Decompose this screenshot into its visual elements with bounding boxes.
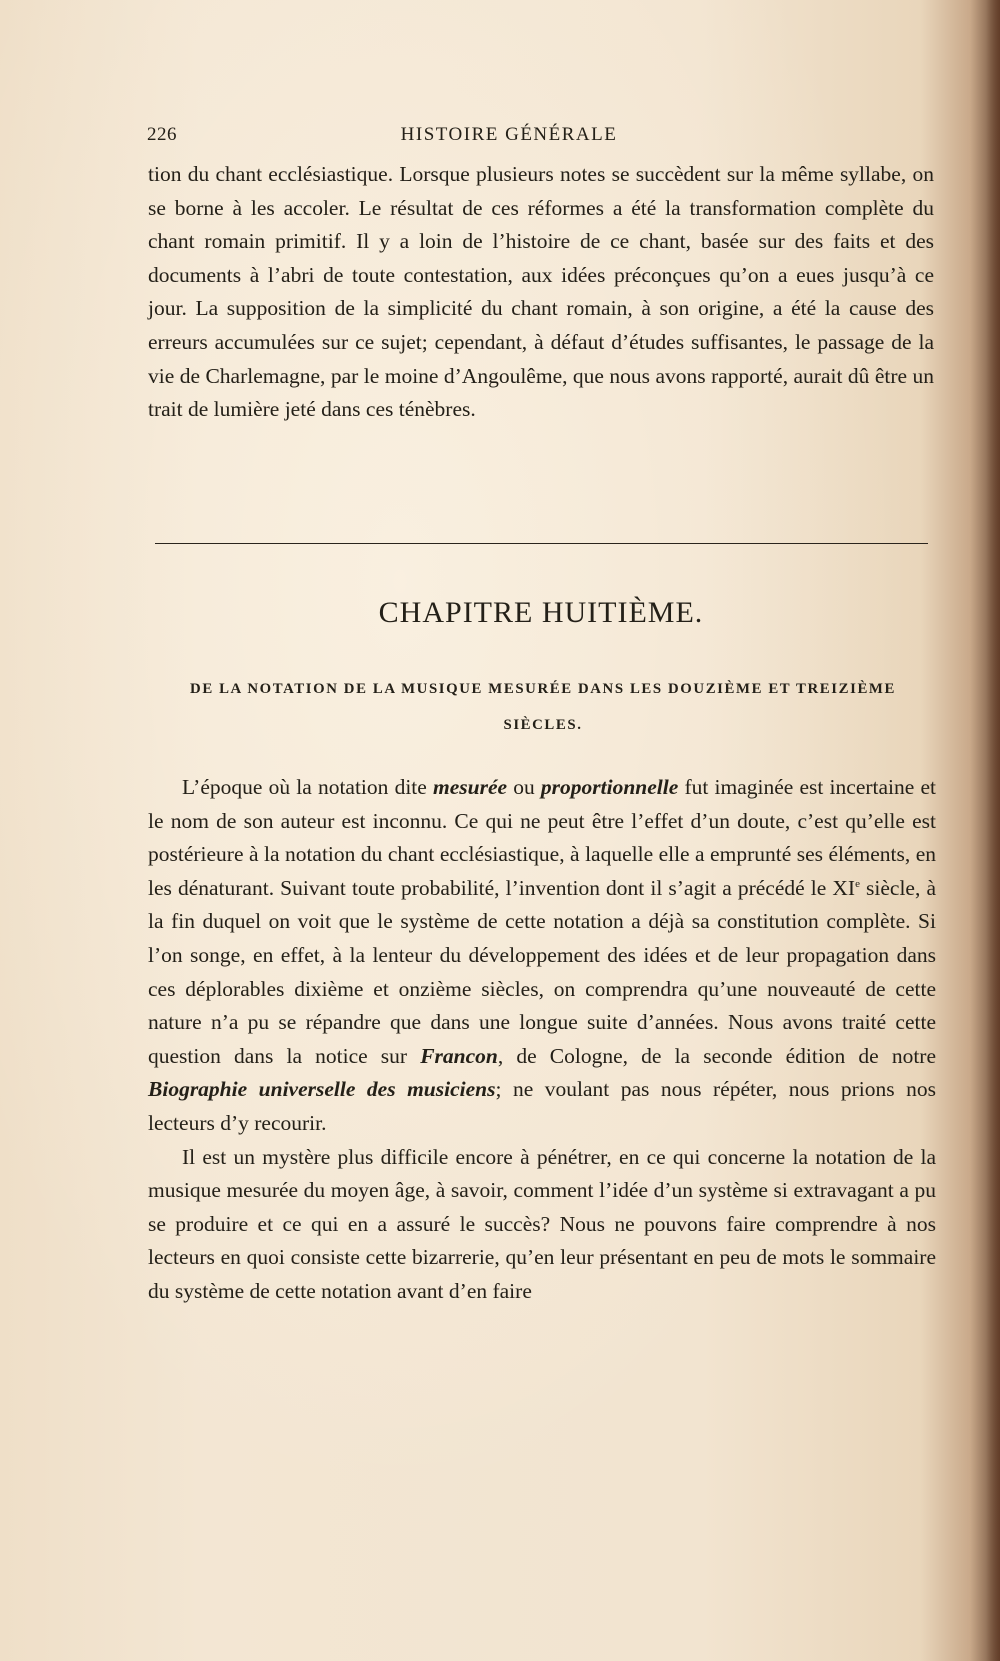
page-edge-shadow (986, 0, 1000, 1661)
continued-paragraph (148, 158, 934, 427)
emphasis-proportionnelle: proportionnelle (540, 775, 679, 799)
text-run: , de Cologne, de la seconde édition de notre (497, 1043, 937, 1068)
emphasis-francon: Francon (420, 1043, 498, 1068)
superscript: e (855, 877, 860, 890)
text-run: ; ne voulant pas nous répéter, nous prions nos lecteurs d’y recourir. (148, 1077, 936, 1135)
emphasis-biographie: Biographie universelle des musiciens (148, 1077, 496, 1102)
running-head (147, 124, 931, 150)
paragraph-2: Il est un mystère plus difficile encore à pénétrer, en ce qui concerne la notation de la musique mesurée du moyen âge, à savoir, comment l’idée d’un système si extravagant a pu se produire et ce qui en a assuré le succès? Nous ne pouvons faire comprendre à nos lecteurs en quoi consiste cette bizarrerie, qu’en leur présentant en peu de mots le sommaire du système de cette notation avant d’en faire (148, 1144, 936, 1303)
text-run: ou (507, 775, 541, 799)
text-run: siècle, à la fin duquel on voit que le système de cette notation a déjà sa constitution complète. Si l’on songe, en effet, à la lenteur du développement des idées et de leur propagation dans ces déplorables dixième et onzième siècles, on comprendra qu’une nouveauté de cette nature n’a pu se répandre que dans une longue suite d’années. Nous avons traité cette question dans la notice sur (148, 875, 936, 1068)
page-number: 226 (147, 124, 177, 145)
paragraph-1 (148, 771, 936, 1141)
running-title: HISTOIRE GÉNÉRALE (400, 124, 618, 145)
chapter-subtitle: DE LA NOTATION DE LA MUSIQUE MESURÉE DANS LES DOUZIÈME ET TREIZIÈME SIÈCLES. (190, 681, 896, 733)
text-run: L’époque où la notation dite (182, 775, 433, 799)
chapter-title: CHAPITRE HUITIÈME. (378, 596, 704, 629)
chapter-body (148, 771, 936, 1309)
paragraph-text: tion du chant ecclésiastique. Lorsque plusieurs notes se succèdent sur la même syllabe, on se borne à les accoler. Le résultat de ces réformes a été la transformation complète du chant romain primitif. Il y a loin de l’histoire de ce chant, basée sur des faits et des documents à l’abri de toute contestation, aux idées préconçues qu’on a eues jusqu’à ce jour. La supposition de la simplicité du chant romain, à son origine, a été la cause des erreurs accumulées sur ce sujet; cependant, à défaut d’études suffisantes, le passage de la vie de Charlemagne, par le moine d’Angoulême, que nous avons rapporté, aurait dû être un trait de lumière jeté dans ces ténèbres. (148, 162, 934, 422)
text-run: fut imaginée est incertaine et le nom de son auteur est inconnu. Ce qui ne peut être l’effet d’un doute, c’est qu’elle est postérieure à la notation du chant ecclésiastique, à laquelle elle a emprunté ses éléments, en les dénaturant. Suivant toute probabilité, l’invention dont il s’agit a précédé le XI (148, 775, 937, 900)
section-divider (155, 543, 928, 544)
emphasis-mesuree: mesurée (433, 775, 508, 799)
